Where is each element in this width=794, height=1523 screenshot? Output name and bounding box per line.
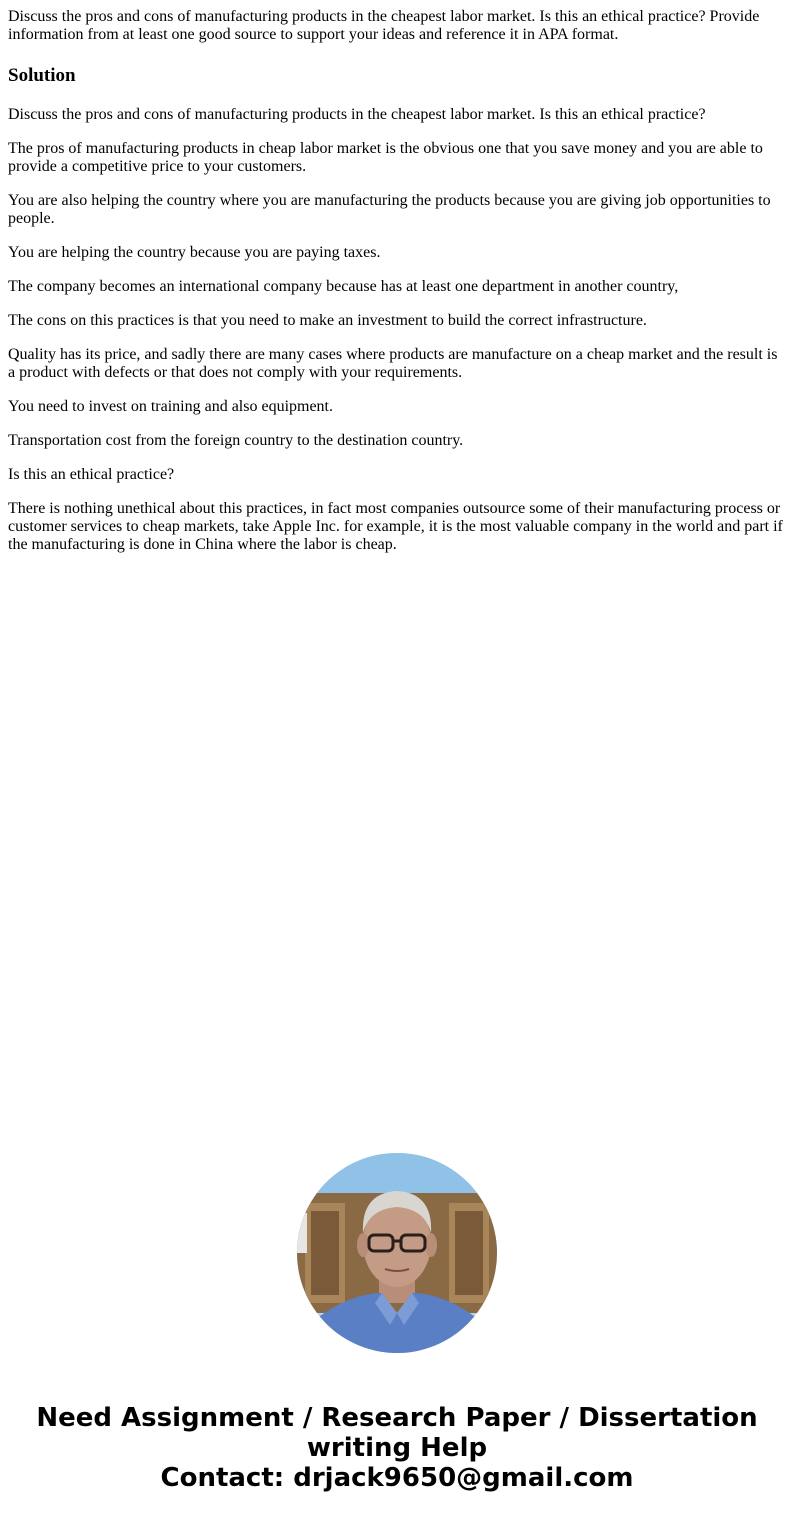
author-avatar [297, 1153, 497, 1353]
document-body [8, 8, 786, 570]
solution-paragraph: Transportation cost from the foreign country to the destination country. [8, 432, 464, 449]
contact-banner [0, 1403, 794, 1493]
banner-line: writing Help [306, 1433, 488, 1463]
solution-paragraph: There is nothing unethical about this practices, in fact most companies outsource some of their manufacturing process or customer services to cheap markets, take Apple Inc. for example, it is the most valuable company in the world and part if the manufacturing is done in China where the labor is cheap. [8, 500, 783, 553]
solution-heading: Solution [8, 65, 76, 86]
banner-contact-line: Contact: drjack9650@gmail.com [160, 1463, 634, 1493]
banner-line: Need Assignment / Research Paper / Dissertation [36, 1403, 758, 1433]
question-text: Discuss the pros and cons of manufacturing products in the cheapest labor market. Is this an ethical practice? Provide information from at least one good source to support your ideas and reference it in APA format. [8, 8, 760, 43]
solution-paragraph: Quality has its price, and sadly there are many cases where products are manufacture on a cheap market and the result is a product with defects or that does not comply with your requirements. [8, 346, 778, 381]
solution-paragraph: Discuss the pros and cons of manufacturing products in the cheapest labor market. Is this an ethical practice? [8, 106, 706, 123]
solution-paragraph: You are helping the country because you are paying taxes. [8, 244, 381, 261]
solution-paragraph: The pros of manufacturing products in cheap labor market is the obvious one that you save money and you are able to provide a competitive price to your customers. [8, 140, 763, 175]
solution-paragraph: You are also helping the country where you are manufacturing the products because you are giving job opportunities to people. [8, 192, 771, 227]
solution-paragraph: Is this an ethical practice? [8, 466, 175, 483]
solution-paragraph: The company becomes an international company because has at least one department in another country, [8, 278, 679, 295]
solution-paragraph: You need to invest on training and also equipment. [8, 398, 333, 415]
solution-paragraph: The cons on this practices is that you need to make an investment to build the correct infrastructure. [8, 312, 647, 329]
